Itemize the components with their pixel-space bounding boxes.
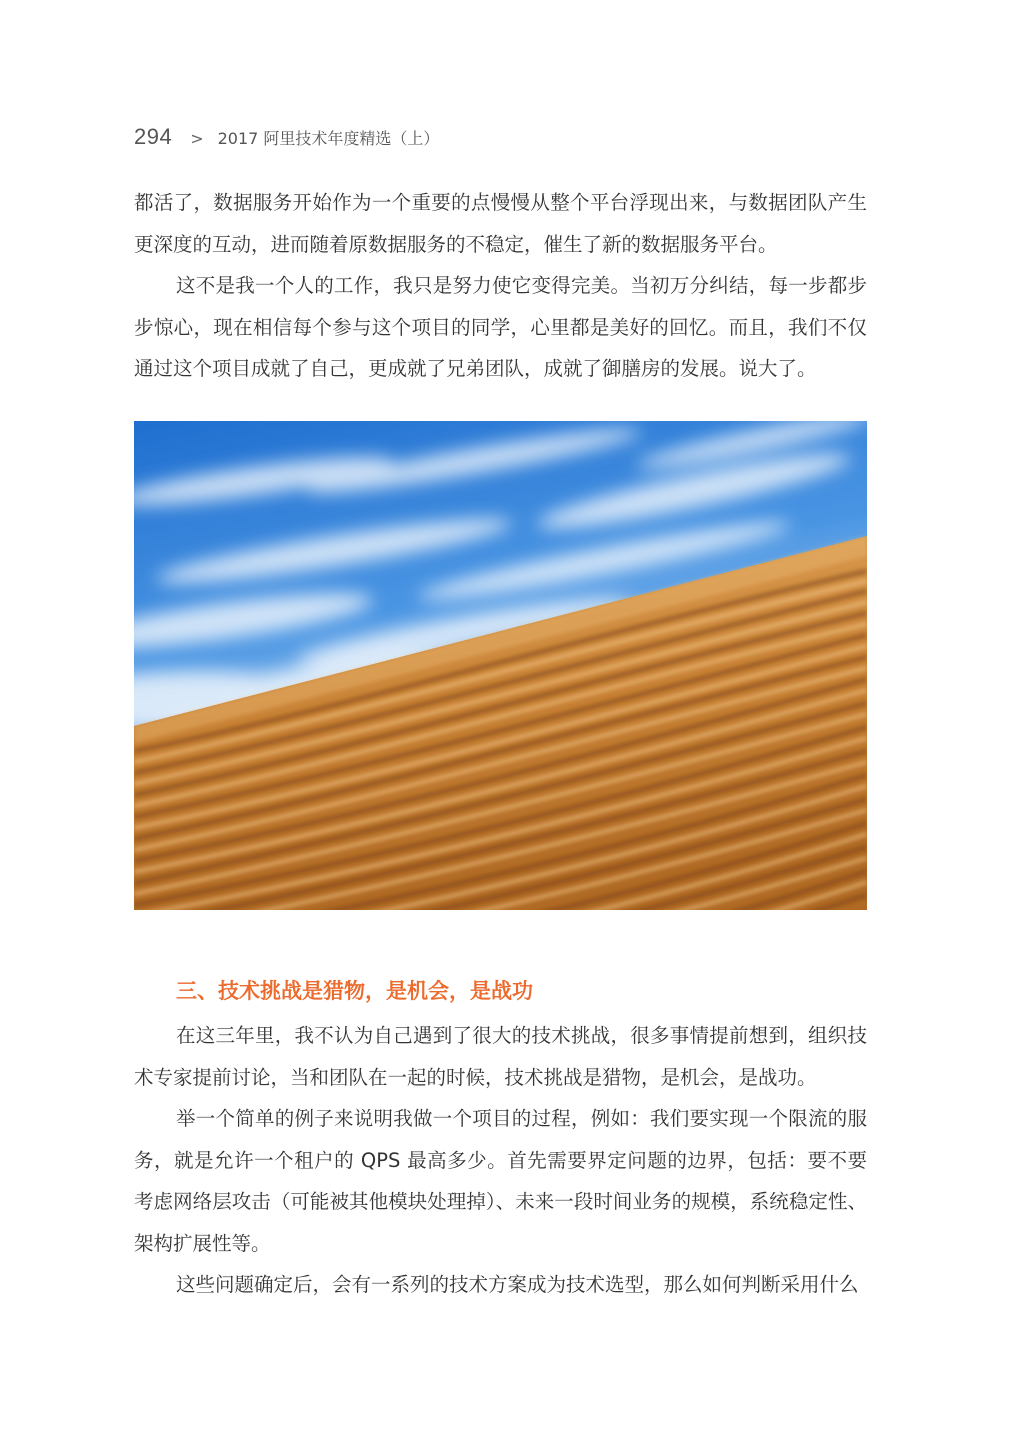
desert-dune-photo [134, 421, 867, 910]
paragraph: 在这三年里，我不认为自己遇到了很大的技术挑战，很多事情提前想到，组织技术专家提前讨论，当和团队在一起的时候，技术挑战是猎物，是机会，是战功。 [134, 1024, 867, 1089]
paragraph: 这些问题确定后，会有一系列的技术方案成为技术选型，那么如何判断采用什么 [176, 1273, 859, 1296]
paragraph: 这不是我一个人的工作，我只是努力使它变得完美。当初万分纠结，每一步都步步惊心，现在相信每个参与这个项目的同学，心里都是美好的回忆。而且，我们不仅通过这个项目成就了自己，更成就了兄弟团队，成就了御膳房的发展。说大了。 [134, 274, 867, 380]
page-number: 294 [134, 124, 173, 149]
paragraph: 举一个简单的例子来说明我做一个项目的过程，例如：我们要实现一个限流的服务，就是允许一个租户的 QPS 最高多少。首先需要界定问题的边界，包括：要不要考虑网络层攻击（可能被其他模块处理掉）、未来一段时间业务的规模，系统稳定性、架构扩展性等。 [134, 1107, 867, 1255]
dune-illustration [134, 421, 867, 910]
section-heading: 三、技术挑战是猎物，是机会，是战功 [176, 979, 533, 1003]
body-text-top [134, 182, 867, 390]
header-separator: > [190, 129, 204, 148]
book-title: 2017 阿里技术年度精选（上） [217, 129, 440, 148]
body-text-bottom [134, 1015, 867, 1306]
running-header [134, 124, 439, 154]
paragraph: 都活了，数据服务开始作为一个重要的点慢慢从整个平台浮现出来，与数据团队产生更深度的互动，进而随着原数据服务的不稳定，催生了新的数据服务平台。 [134, 191, 867, 256]
